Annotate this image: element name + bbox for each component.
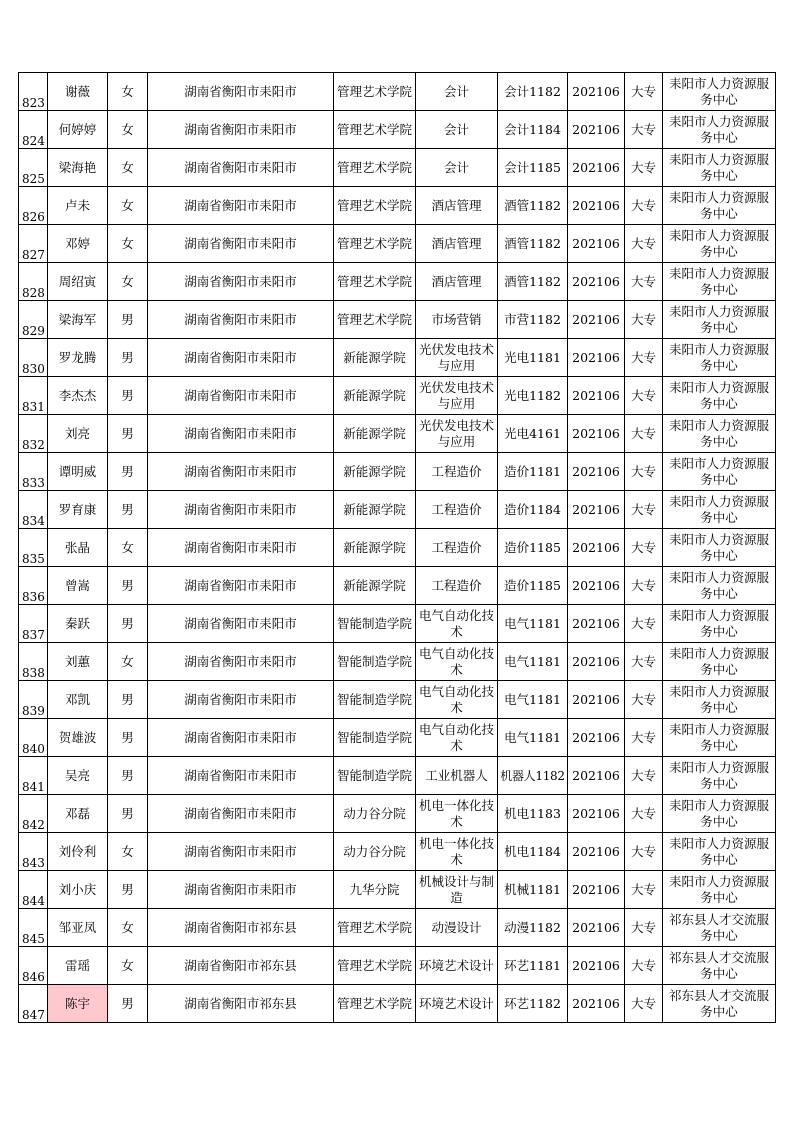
name-cell: 邹亚凤: [48, 909, 108, 947]
level-cell: 大专: [625, 415, 663, 453]
gender-cell: 男: [108, 605, 148, 643]
major-cell: 光伏发电技术与应用: [416, 415, 498, 453]
major-cell: 会计: [416, 149, 498, 187]
class-cell: 机电1183: [498, 795, 568, 833]
name-cell: 吴亮: [48, 757, 108, 795]
row-number-cell: 827: [19, 225, 48, 263]
destination-cell: 耒阳市人力资源服务中心: [663, 833, 776, 871]
row-number-cell: 835: [19, 529, 48, 567]
gender-cell: 女: [108, 643, 148, 681]
origin-cell: 湖南省衡阳市耒阳市: [148, 795, 334, 833]
major-cell: 光伏发电技术与应用: [416, 339, 498, 377]
origin-cell: 湖南省衡阳市祁东县: [148, 947, 334, 985]
destination-cell: 耒阳市人力资源服务中心: [663, 187, 776, 225]
origin-cell: 湖南省衡阳市耒阳市: [148, 301, 334, 339]
destination-cell: 耒阳市人力资源服务中心: [663, 111, 776, 149]
major-cell: 酒店管理: [416, 263, 498, 301]
class-cell: 光电4161: [498, 415, 568, 453]
table-row: [19, 871, 776, 909]
major-cell: 酒店管理: [416, 187, 498, 225]
level-cell: 大专: [625, 377, 663, 415]
origin-cell: 湖南省衡阳市耒阳市: [148, 491, 334, 529]
name-cell: 贺雄波: [48, 719, 108, 757]
table-row: [19, 795, 776, 833]
gender-cell: 女: [108, 149, 148, 187]
class-cell: 会计1184: [498, 111, 568, 149]
row-number-cell: 836: [19, 567, 48, 605]
level-cell: 大专: [625, 871, 663, 909]
class-cell: 造价1185: [498, 529, 568, 567]
origin-cell: 湖南省衡阳市耒阳市: [148, 187, 334, 225]
level-cell: 大专: [625, 263, 663, 301]
class-cell: 环艺1181: [498, 947, 568, 985]
row-number-cell: 843: [19, 833, 48, 871]
table-row: [19, 605, 776, 643]
origin-cell: 湖南省衡阳市耒阳市: [148, 225, 334, 263]
gender-cell: 男: [108, 757, 148, 795]
gender-cell: 男: [108, 985, 148, 1023]
graduation-cell: 202106: [568, 453, 625, 491]
table-row: [19, 301, 776, 339]
class-cell: 酒管1182: [498, 187, 568, 225]
graduation-cell: 202106: [568, 833, 625, 871]
table-row: [19, 681, 776, 719]
origin-cell: 湖南省衡阳市耒阳市: [148, 719, 334, 757]
table-row: [19, 529, 776, 567]
table-row: [19, 377, 776, 415]
gender-cell: 男: [108, 871, 148, 909]
name-cell: 刘亮: [48, 415, 108, 453]
name-cell: 雷瑶: [48, 947, 108, 985]
row-number-cell: 837: [19, 605, 48, 643]
name-cell: 邓婷: [48, 225, 108, 263]
destination-cell: 耒阳市人力资源服务中心: [663, 757, 776, 795]
major-cell: 会计: [416, 73, 498, 111]
class-cell: 电气1181: [498, 643, 568, 681]
destination-cell: 耒阳市人力资源服务中心: [663, 415, 776, 453]
origin-cell: 湖南省衡阳市耒阳市: [148, 833, 334, 871]
table-row: [19, 263, 776, 301]
origin-cell: 湖南省衡阳市耒阳市: [148, 111, 334, 149]
table-row: [19, 453, 776, 491]
row-number-cell: 842: [19, 795, 48, 833]
gender-cell: 男: [108, 719, 148, 757]
destination-cell: 祁东县人才交流服务中心: [663, 947, 776, 985]
name-cell: 罗龙腾: [48, 339, 108, 377]
class-cell: 机电1184: [498, 833, 568, 871]
destination-cell: 耒阳市人力资源服务中心: [663, 643, 776, 681]
college-cell: 智能制造学院: [334, 681, 416, 719]
class-cell: 机器人1182: [498, 757, 568, 795]
college-cell: 新能源学院: [334, 453, 416, 491]
graduation-cell: 202106: [568, 529, 625, 567]
origin-cell: 湖南省衡阳市耒阳市: [148, 643, 334, 681]
table-row: [19, 225, 776, 263]
row-number-cell: 833: [19, 453, 48, 491]
college-cell: 管理艺术学院: [334, 263, 416, 301]
graduation-cell: 202106: [568, 225, 625, 263]
level-cell: 大专: [625, 111, 663, 149]
name-cell: 梁海军: [48, 301, 108, 339]
destination-cell: 耒阳市人力资源服务中心: [663, 339, 776, 377]
college-cell: 智能制造学院: [334, 643, 416, 681]
gender-cell: 男: [108, 491, 148, 529]
destination-cell: 耒阳市人力资源服务中心: [663, 719, 776, 757]
major-cell: 机电一体化技术: [416, 833, 498, 871]
gender-cell: 男: [108, 453, 148, 491]
major-cell: 电气自动化技术: [416, 719, 498, 757]
row-number-cell: 829: [19, 301, 48, 339]
graduation-cell: 202106: [568, 795, 625, 833]
destination-cell: 耒阳市人力资源服务中心: [663, 795, 776, 833]
level-cell: 大专: [625, 149, 663, 187]
gender-cell: 男: [108, 415, 148, 453]
origin-cell: 湖南省衡阳市耒阳市: [148, 453, 334, 491]
table-row: [19, 719, 776, 757]
class-cell: 造价1181: [498, 453, 568, 491]
level-cell: 大专: [625, 491, 663, 529]
major-cell: 电气自动化技术: [416, 605, 498, 643]
class-cell: 造价1184: [498, 491, 568, 529]
graduation-cell: 202106: [568, 73, 625, 111]
name-cell: 刘蕙: [48, 643, 108, 681]
class-cell: 会计1182: [498, 73, 568, 111]
college-cell: 智能制造学院: [334, 719, 416, 757]
college-cell: 管理艺术学院: [334, 947, 416, 985]
table-row: [19, 833, 776, 871]
destination-cell: 耒阳市人力资源服务中心: [663, 263, 776, 301]
name-cell: 何婷婷: [48, 111, 108, 149]
destination-cell: 耒阳市人力资源服务中心: [663, 681, 776, 719]
name-cell: 邓凯: [48, 681, 108, 719]
graduation-cell: 202106: [568, 567, 625, 605]
origin-cell: 湖南省衡阳市耒阳市: [148, 263, 334, 301]
origin-cell: 湖南省衡阳市耒阳市: [148, 339, 334, 377]
gender-cell: 女: [108, 833, 148, 871]
major-cell: 环境艺术设计: [416, 947, 498, 985]
table-row: [19, 909, 776, 947]
table-row: [19, 187, 776, 225]
college-cell: 新能源学院: [334, 339, 416, 377]
origin-cell: 湖南省衡阳市耒阳市: [148, 757, 334, 795]
name-cell: 卢未: [48, 187, 108, 225]
origin-cell: 湖南省衡阳市祁东县: [148, 909, 334, 947]
graduation-cell: 202106: [568, 111, 625, 149]
class-cell: 机械1181: [498, 871, 568, 909]
college-cell: 管理艺术学院: [334, 149, 416, 187]
origin-cell: 湖南省衡阳市耒阳市: [148, 149, 334, 187]
graduation-cell: 202106: [568, 491, 625, 529]
name-cell: 谢薇: [48, 73, 108, 111]
graduation-cell: 202106: [568, 947, 625, 985]
level-cell: 大专: [625, 567, 663, 605]
graduation-cell: 202106: [568, 263, 625, 301]
major-cell: 动漫设计: [416, 909, 498, 947]
table-row: [19, 757, 776, 795]
row-number-cell: 840: [19, 719, 48, 757]
row-number-cell: 846: [19, 947, 48, 985]
name-cell: 刘小庆: [48, 871, 108, 909]
name-cell: 刘伶利: [48, 833, 108, 871]
class-cell: 会计1185: [498, 149, 568, 187]
row-number-cell: 844: [19, 871, 48, 909]
row-number-cell: 839: [19, 681, 48, 719]
destination-cell: 祁东县人才交流服务中心: [663, 985, 776, 1023]
major-cell: 机械设计与制造: [416, 871, 498, 909]
major-cell: 市场营销: [416, 301, 498, 339]
college-cell: 管理艺术学院: [334, 187, 416, 225]
table-row: [19, 947, 776, 985]
row-number-cell: 834: [19, 491, 48, 529]
major-cell: 机电一体化技术: [416, 795, 498, 833]
level-cell: 大专: [625, 529, 663, 567]
college-cell: 管理艺术学院: [334, 111, 416, 149]
college-cell: 管理艺术学院: [334, 909, 416, 947]
major-cell: 会计: [416, 111, 498, 149]
graduation-cell: 202106: [568, 985, 625, 1023]
table-row: [19, 339, 776, 377]
table-row: [19, 149, 776, 187]
table-row: [19, 111, 776, 149]
table-row: [19, 415, 776, 453]
origin-cell: 湖南省衡阳市耒阳市: [148, 871, 334, 909]
name-cell: 李杰杰: [48, 377, 108, 415]
origin-cell: 湖南省衡阳市耒阳市: [148, 681, 334, 719]
level-cell: 大专: [625, 643, 663, 681]
destination-cell: 耒阳市人力资源服务中心: [663, 491, 776, 529]
major-cell: 环境艺术设计: [416, 985, 498, 1023]
graduation-cell: 202106: [568, 377, 625, 415]
gender-cell: 女: [108, 225, 148, 263]
row-number-cell: 823: [19, 73, 48, 111]
gender-cell: 女: [108, 529, 148, 567]
origin-cell: 湖南省衡阳市耒阳市: [148, 567, 334, 605]
graduation-cell: 202106: [568, 339, 625, 377]
class-cell: 动漫1182: [498, 909, 568, 947]
gender-cell: 女: [108, 73, 148, 111]
destination-cell: 祁东县人才交流服务中心: [663, 909, 776, 947]
table-row: [19, 643, 776, 681]
destination-cell: 耒阳市人力资源服务中心: [663, 377, 776, 415]
college-cell: 九华分院: [334, 871, 416, 909]
gender-cell: 男: [108, 681, 148, 719]
college-cell: 新能源学院: [334, 415, 416, 453]
level-cell: 大专: [625, 833, 663, 871]
gender-cell: 男: [108, 795, 148, 833]
row-number-cell: 824: [19, 111, 48, 149]
level-cell: 大专: [625, 681, 663, 719]
row-number-cell: 845: [19, 909, 48, 947]
row-number-cell: 841: [19, 757, 48, 795]
class-cell: 酒管1182: [498, 263, 568, 301]
graduation-cell: 202106: [568, 719, 625, 757]
row-number-cell: 831: [19, 377, 48, 415]
class-cell: 电气1181: [498, 605, 568, 643]
gender-cell: 女: [108, 947, 148, 985]
gender-cell: 女: [108, 187, 148, 225]
graduation-cell: 202106: [568, 187, 625, 225]
origin-cell: 湖南省衡阳市耒阳市: [148, 73, 334, 111]
class-cell: 光电1181: [498, 339, 568, 377]
major-cell: 工业机器人: [416, 757, 498, 795]
name-cell: 谭明威: [48, 453, 108, 491]
graduation-cell: 202106: [568, 301, 625, 339]
row-number-cell: 838: [19, 643, 48, 681]
college-cell: 管理艺术学院: [334, 985, 416, 1023]
gender-cell: 女: [108, 111, 148, 149]
student-table: [18, 72, 776, 1023]
level-cell: 大专: [625, 757, 663, 795]
college-cell: 动力谷分院: [334, 795, 416, 833]
table-row: [19, 567, 776, 605]
level-cell: 大专: [625, 947, 663, 985]
class-cell: 光电1182: [498, 377, 568, 415]
college-cell: 管理艺术学院: [334, 73, 416, 111]
class-cell: 电气1181: [498, 681, 568, 719]
gender-cell: 女: [108, 909, 148, 947]
major-cell: 工程造价: [416, 529, 498, 567]
graduation-cell: 202106: [568, 643, 625, 681]
destination-cell: 耒阳市人力资源服务中心: [663, 73, 776, 111]
level-cell: 大专: [625, 73, 663, 111]
student-table-body: [19, 73, 776, 1023]
college-cell: 管理艺术学院: [334, 301, 416, 339]
level-cell: 大专: [625, 453, 663, 491]
gender-cell: 男: [108, 339, 148, 377]
college-cell: 管理艺术学院: [334, 225, 416, 263]
major-cell: 电气自动化技术: [416, 643, 498, 681]
graduation-cell: 202106: [568, 871, 625, 909]
origin-cell: 湖南省衡阳市祁东县: [148, 985, 334, 1023]
college-cell: 智能制造学院: [334, 605, 416, 643]
major-cell: 酒店管理: [416, 225, 498, 263]
origin-cell: 湖南省衡阳市耒阳市: [148, 605, 334, 643]
destination-cell: 耒阳市人力资源服务中心: [663, 301, 776, 339]
name-cell: 梁海艳: [48, 149, 108, 187]
level-cell: 大专: [625, 719, 663, 757]
row-number-cell: 832: [19, 415, 48, 453]
row-number-cell: 830: [19, 339, 48, 377]
level-cell: 大专: [625, 985, 663, 1023]
name-cell: 曾嵩: [48, 567, 108, 605]
college-cell: 动力谷分院: [334, 833, 416, 871]
row-number-cell: 847: [19, 985, 48, 1023]
origin-cell: 湖南省衡阳市耒阳市: [148, 415, 334, 453]
row-number-cell: 825: [19, 149, 48, 187]
class-cell: 造价1185: [498, 567, 568, 605]
origin-cell: 湖南省衡阳市耒阳市: [148, 529, 334, 567]
major-cell: 工程造价: [416, 491, 498, 529]
destination-cell: 耒阳市人力资源服务中心: [663, 529, 776, 567]
class-cell: 环艺1182: [498, 985, 568, 1023]
college-cell: 智能制造学院: [334, 757, 416, 795]
name-cell: 张晶: [48, 529, 108, 567]
level-cell: 大专: [625, 605, 663, 643]
graduation-cell: 202106: [568, 681, 625, 719]
college-cell: 新能源学院: [334, 491, 416, 529]
college-cell: 新能源学院: [334, 567, 416, 605]
major-cell: 工程造价: [416, 567, 498, 605]
college-cell: 新能源学院: [334, 377, 416, 415]
graduation-cell: 202106: [568, 605, 625, 643]
level-cell: 大专: [625, 225, 663, 263]
level-cell: 大专: [625, 339, 663, 377]
table-row: [19, 985, 776, 1023]
graduation-cell: 202106: [568, 149, 625, 187]
gender-cell: 男: [108, 301, 148, 339]
destination-cell: 耒阳市人力资源服务中心: [663, 149, 776, 187]
major-cell: 工程造价: [416, 453, 498, 491]
table-row: [19, 491, 776, 529]
student-register-sheet: [18, 72, 775, 1023]
major-cell: 光伏发电技术与应用: [416, 377, 498, 415]
graduation-cell: 202106: [568, 757, 625, 795]
college-cell: 新能源学院: [334, 529, 416, 567]
name-cell: 周绍寅: [48, 263, 108, 301]
row-number-cell: 828: [19, 263, 48, 301]
level-cell: 大专: [625, 909, 663, 947]
name-cell: 邓磊: [48, 795, 108, 833]
destination-cell: 耒阳市人力资源服务中心: [663, 225, 776, 263]
class-cell: 市营1182: [498, 301, 568, 339]
class-cell: 电气1181: [498, 719, 568, 757]
gender-cell: 男: [108, 567, 148, 605]
destination-cell: 耒阳市人力资源服务中心: [663, 567, 776, 605]
gender-cell: 男: [108, 377, 148, 415]
graduation-cell: 202106: [568, 909, 625, 947]
table-row: [19, 73, 776, 111]
destination-cell: 耒阳市人力资源服务中心: [663, 605, 776, 643]
level-cell: 大专: [625, 187, 663, 225]
graduation-cell: 202106: [568, 415, 625, 453]
row-number-cell: 826: [19, 187, 48, 225]
gender-cell: 女: [108, 263, 148, 301]
origin-cell: 湖南省衡阳市耒阳市: [148, 377, 334, 415]
destination-cell: 耒阳市人力资源服务中心: [663, 871, 776, 909]
name-cell: 陈宇: [48, 985, 108, 1023]
name-cell: 秦跃: [48, 605, 108, 643]
name-cell: 罗育康: [48, 491, 108, 529]
level-cell: 大专: [625, 795, 663, 833]
class-cell: 酒管1182: [498, 225, 568, 263]
major-cell: 电气自动化技术: [416, 681, 498, 719]
level-cell: 大专: [625, 301, 663, 339]
destination-cell: 耒阳市人力资源服务中心: [663, 453, 776, 491]
